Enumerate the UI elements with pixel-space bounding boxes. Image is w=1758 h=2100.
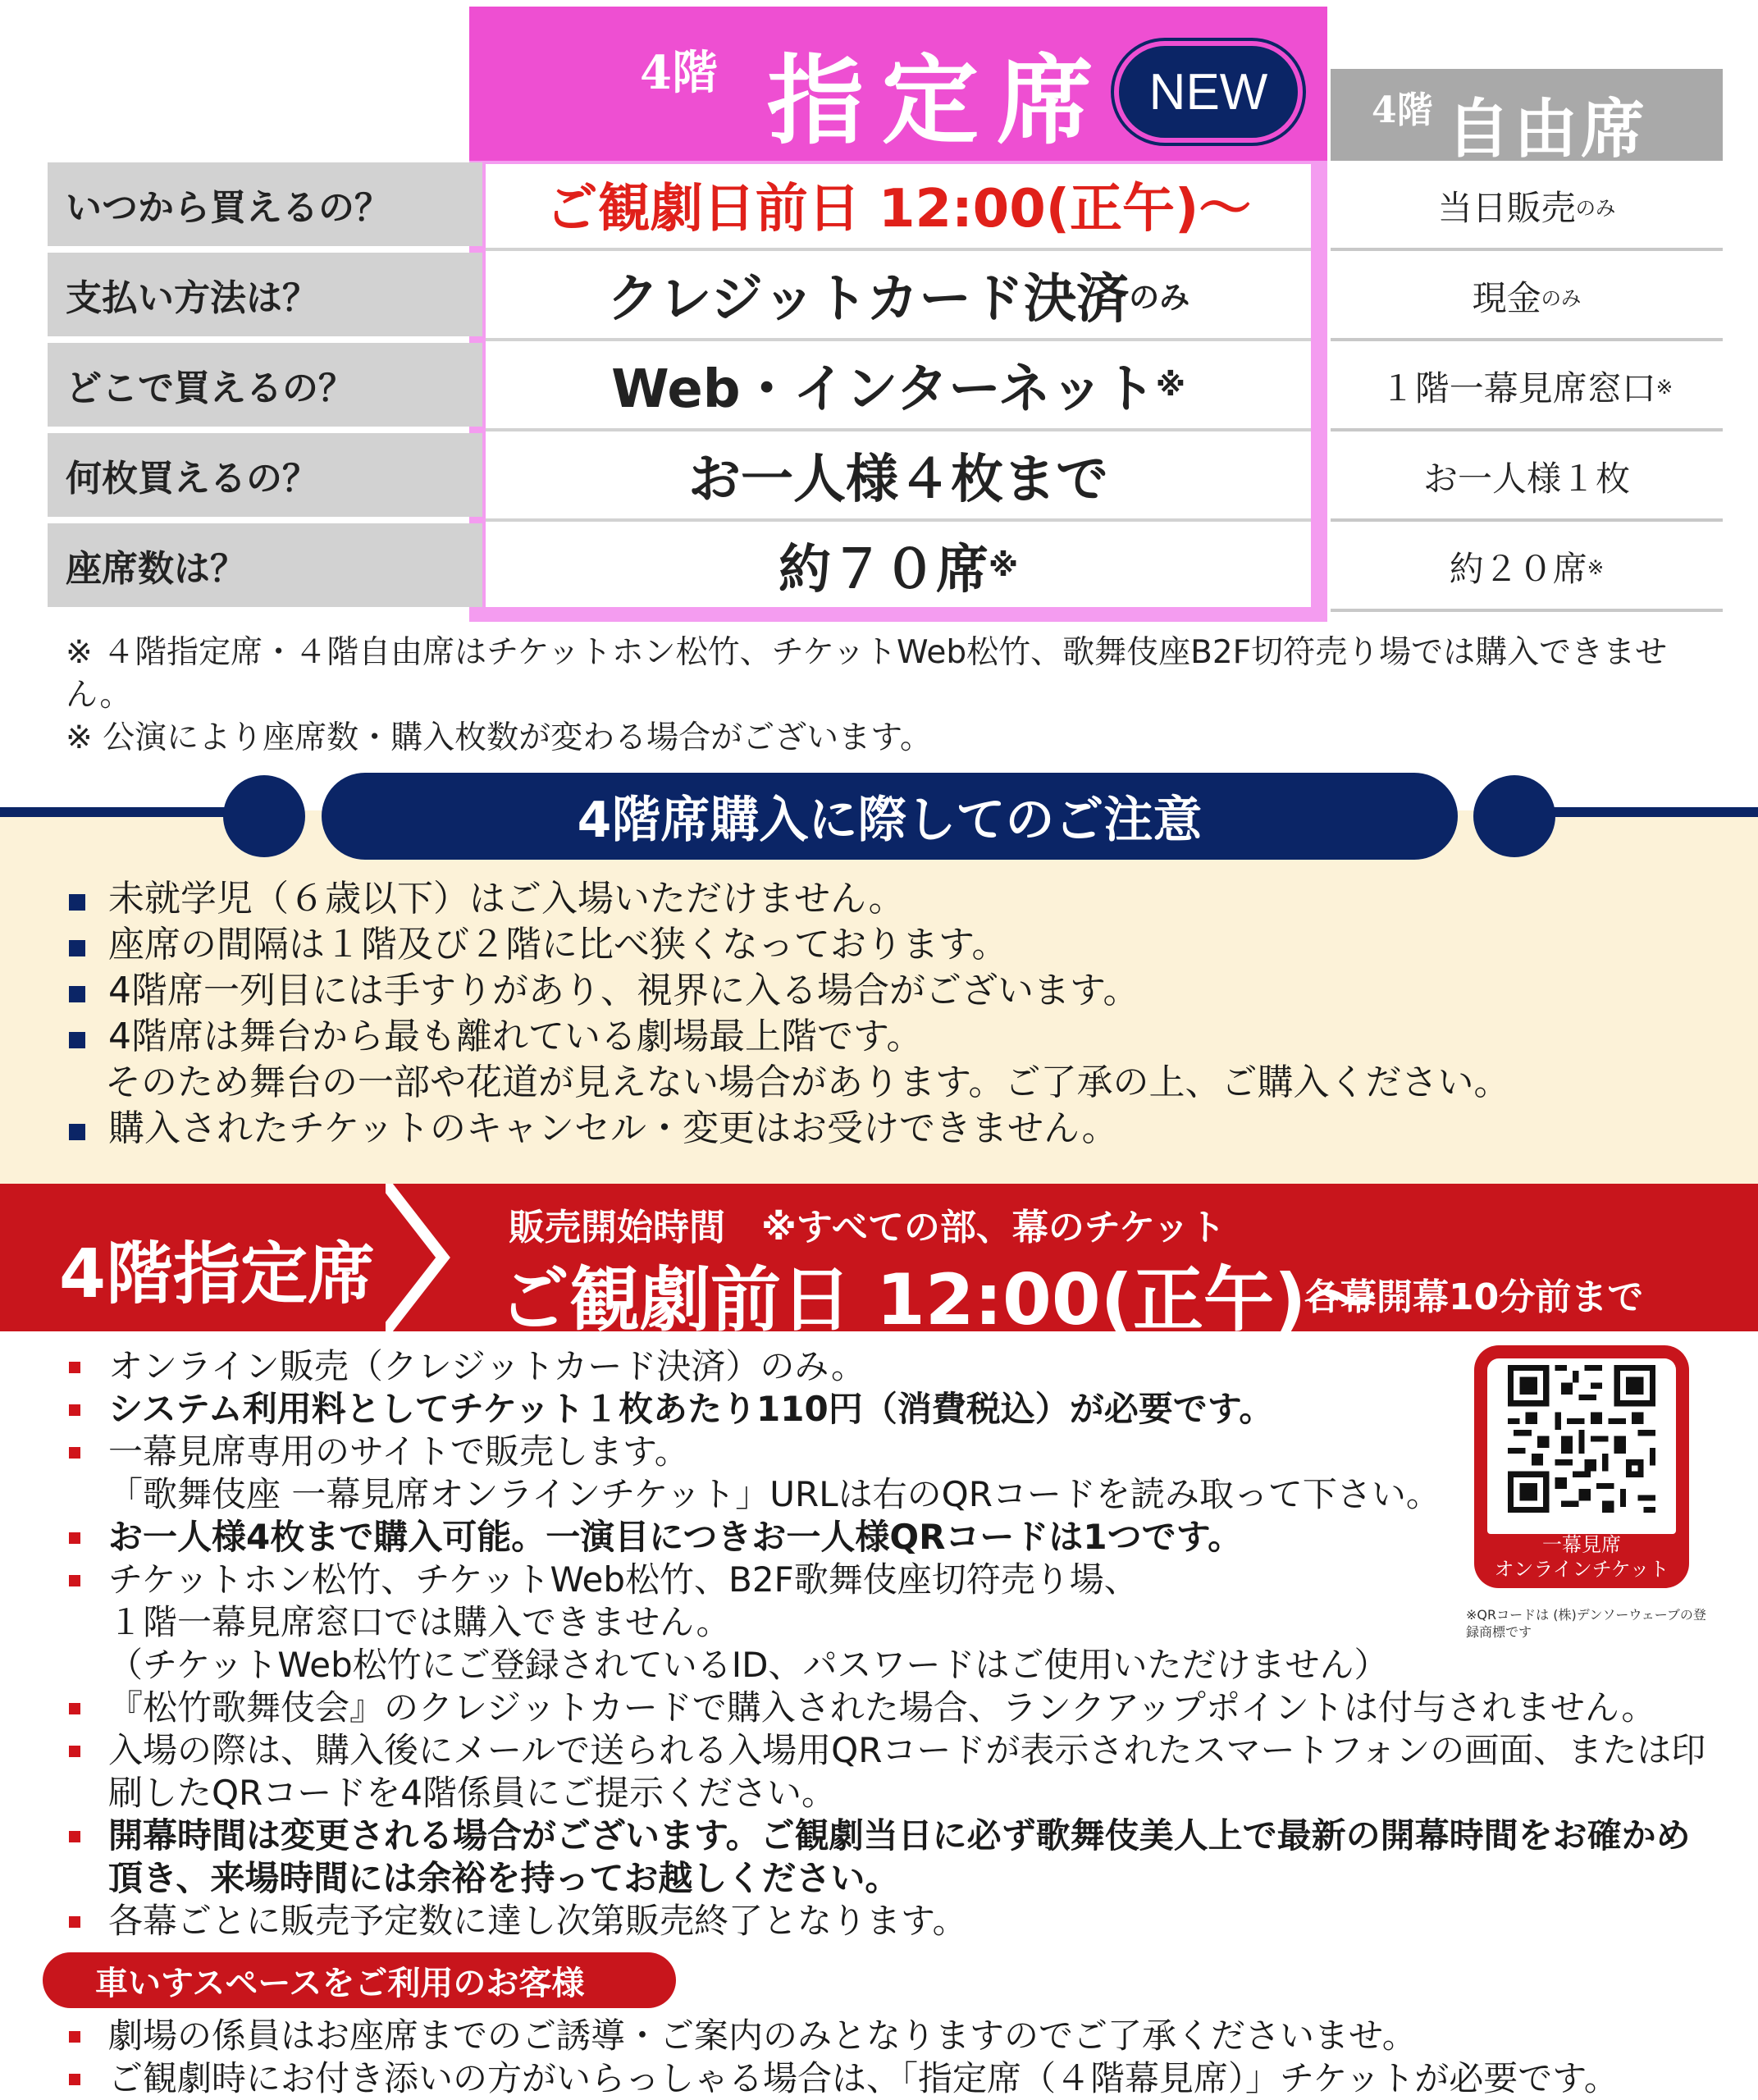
reserved-answer-when: ご観劇日前日 12:00(正午)〜 — [545, 179, 1252, 240]
list-item-continuation: 「歌舞伎座 一幕見席オンラインチケット」URLは右のQRコードを読み取って下さい。 — [108, 1474, 1441, 1514]
wheelchair-title: 車いすスペースをご利用のお客様 — [43, 1952, 676, 2008]
footnote: ※ ４階指定席・４階自由席はチケットホン松竹、チケットWeb松竹、歌舞伎座B2F切符売り場では購入できません。 — [66, 634, 1668, 714]
list-item: 各幕ごとに販売予定数に達し次第販売終了となります。 — [66, 1900, 1723, 1942]
qr-code-icon[interactable] — [1508, 1365, 1655, 1513]
list-item: 未就学児（６歳以下）はご入場いただけません。 — [66, 876, 1739, 922]
row-divider — [1331, 248, 1723, 251]
qr-trademark-note: ※QRコードは (株)デンソーウェーブの登録商標です — [1466, 1607, 1706, 1640]
list-item: 購入されたチケットのキャンセル・変更はお受けできません。 — [66, 1106, 1739, 1152]
question-how-many: 何枚買えるの？ — [48, 433, 482, 517]
free-answer-how-many: お一人様１枚 — [1422, 459, 1630, 499]
list-item: お一人様4枚まで購入可能。一演目につきお一人様QRコードは1つです。 — [66, 1516, 1477, 1559]
caution-list — [66, 876, 1739, 1152]
list-item: 『松竹歌舞伎会』のクレジットカードで購入された場合、ランクアップポイントは付与されません。 — [66, 1687, 1723, 1729]
reserved-floor-label: 4階 — [640, 46, 718, 100]
banner-end-time: 各幕開幕10分前まで — [1304, 1276, 1644, 1318]
row-divider — [1331, 609, 1723, 612]
banner-subtitle: 販売開始時間 ※すべての部、幕のチケット — [509, 1207, 1226, 1249]
footnote: ※ 公演により座席数・購入枚数が変わる場合がございます。 — [66, 719, 932, 756]
free-answer-payment: 現金 のみ — [1472, 278, 1582, 318]
banner-label: 4階指定席 — [59, 1235, 376, 1313]
free-answer-when: 当日販売 のみ — [1437, 188, 1616, 228]
reserved-answer-where: Web・インターネット ※ — [611, 359, 1185, 420]
question-seat-count: 座席数は？ — [48, 523, 482, 607]
caution-rule-left — [0, 807, 246, 817]
list-item-continuation: （チケットWeb松竹にご登録されているID、パスワードはご使用いただけません） — [108, 1645, 1389, 1685]
caution-dot-left — [223, 775, 305, 857]
free-answer-seat-count: 約２０席 ※ — [1449, 549, 1605, 589]
list-item: システム利用料としてチケット１枚あたり110円（消費税込）が必要です。 — [66, 1388, 1477, 1431]
list-item: オンライン販売（クレジットカード決済）のみ。 — [66, 1345, 1477, 1388]
list-item: 4階席一列目には手すりがあり、視界に入る場合がございます。 — [66, 968, 1739, 1014]
banner-start-time: ご観劇前日 12:00(正午)〜 — [499, 1259, 1377, 1341]
list-item: 劇場の係員はお座席までのご誘導・ご案内のみとなりますのでご了承くださいませ。 — [66, 2015, 1739, 2057]
table-footnotes — [66, 632, 1715, 760]
list-item-continuation: そのため舞台の一部や花道が見えない場合があります。ご了承の上、ご購入ください。 — [105, 1061, 1510, 1103]
chevron-divider-icon — [386, 1184, 468, 1331]
question-payment: 支払い方法は？ — [48, 253, 482, 336]
reserved-answer-payment: クレジットカード決済 のみ — [606, 269, 1190, 330]
reserved-answer-how-many: お一人様４枚まで — [688, 450, 1108, 510]
caution-title: 4階席購入に際してのご注意 — [322, 773, 1458, 860]
free-floor-label: 4階 — [1372, 89, 1433, 131]
list-item: 4階席は舞台から最も離れている劇場最上階です。 — [66, 1014, 1739, 1060]
list-item: 座席の間隔は１階及び２階に比べ狭くなっております。 — [66, 922, 1739, 968]
list-item: 一幕見席専用のサイトで販売します。 — [66, 1431, 1477, 1473]
list-item: チケットホン松竹、チケットWeb松竹、B2F歌舞伎座切符売り場、 — [66, 1559, 1477, 1601]
reserved-seat-title: 指定席 — [767, 43, 1112, 158]
row-divider — [1331, 518, 1723, 522]
wheelchair-list — [66, 2015, 1739, 2100]
question-when: いつから買えるの？ — [48, 162, 482, 246]
list-item: 開幕時間は変更される場合がございます。ご観劇当日に必ず歌舞伎美人上で最新の開幕時間をお確かめ頂き、来場時間には余裕を持ってお越しください。 — [66, 1815, 1723, 1900]
list-item: ご観劇時にお付き添いの方がいらっしゃる場合は、「指定席（４階幕見席）」チケットが必要です。 — [66, 2057, 1739, 2100]
caution-dot-right — [1473, 775, 1555, 857]
reserved-answer-seat-count: 約７０席 ※ — [778, 540, 1019, 600]
question-where: どこで買えるの？ — [48, 343, 482, 427]
qr-code-label: 一幕見席 オンラインチケット — [1494, 1533, 1669, 1581]
free-answer-where: １階一幕見席窓口 ※ — [1380, 368, 1674, 409]
row-divider — [1331, 338, 1723, 341]
row-divider — [1331, 428, 1723, 431]
free-seat-title: 自由席 — [1446, 92, 1649, 167]
list-item: 入場の際は、購入後にメールで送られる入場用QRコードが表示されたスマートフォンの画面、または印刷したQRコードを4階係員にご提示ください。 — [66, 1729, 1723, 1815]
new-badge: NEW — [1114, 41, 1303, 143]
list-item-continuation: １階一幕見席窓口では購入できません。 — [108, 1602, 731, 1642]
